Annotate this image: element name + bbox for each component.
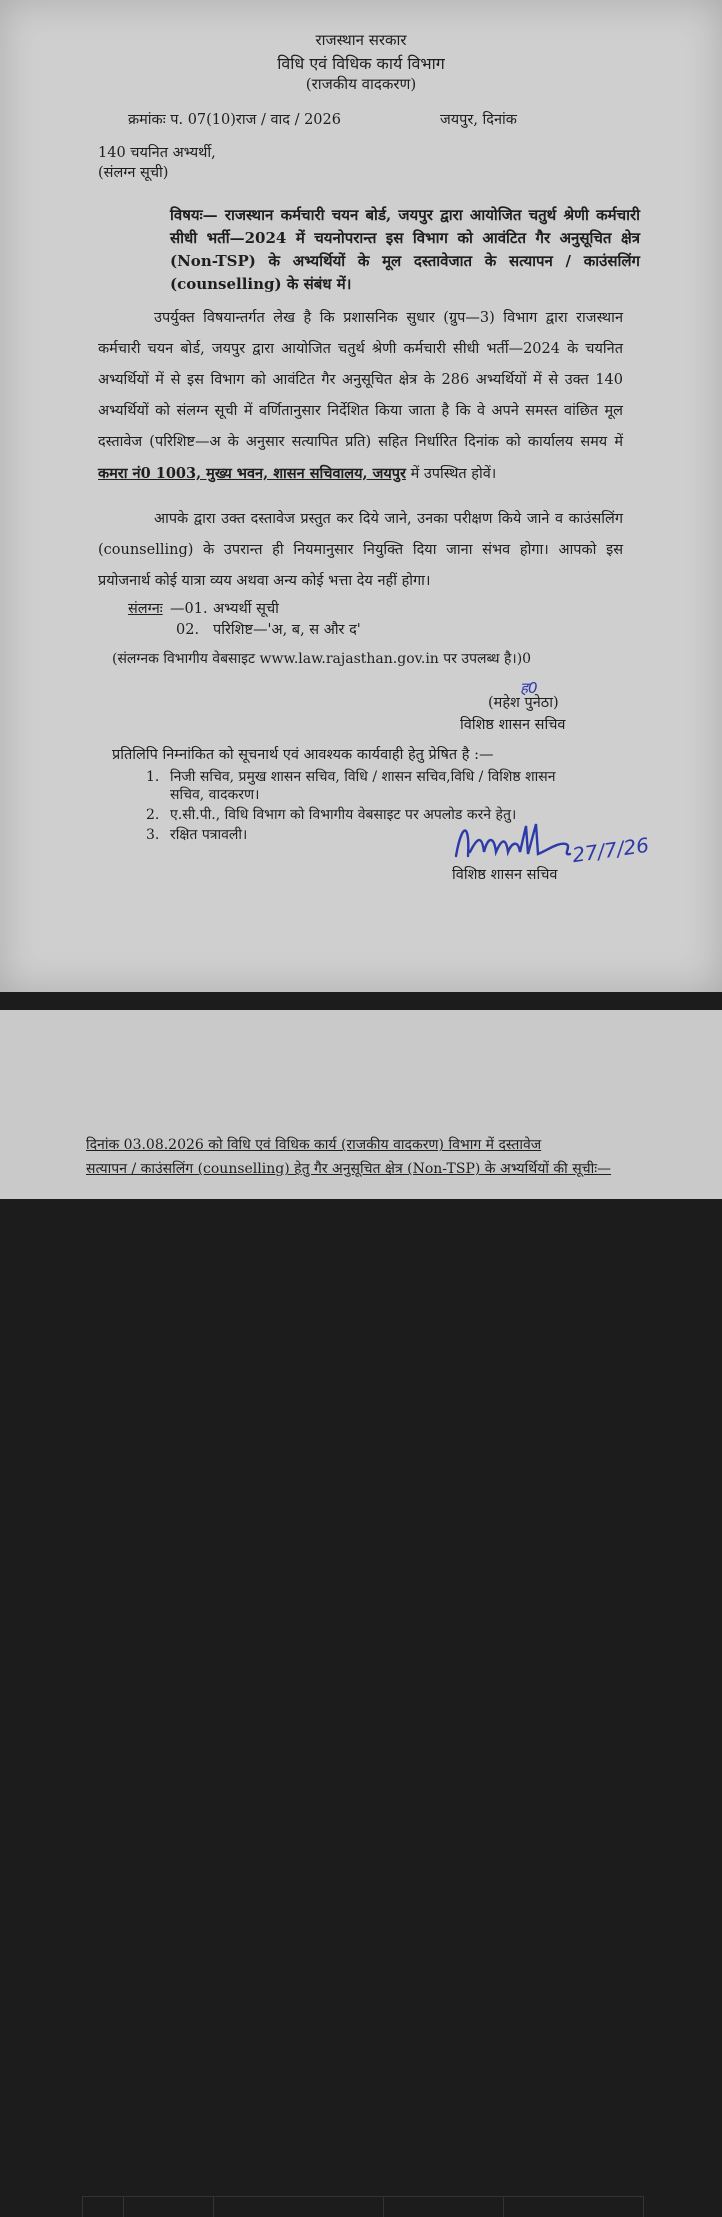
header-section: (राजकीय वादकरण) xyxy=(305,75,417,93)
copy-to-intro: प्रतिलिपि निम्नांकित को सूचनार्थ एवं आवश्यक कार्यवाही हेतु प्रेषित है :— xyxy=(112,747,494,763)
enclosure-item1: अभ्यर्थी सूची xyxy=(213,601,279,617)
para1-text: उपर्युक्त विषयान्तर्गत लेख है कि प्रशासनिक सुधार (ग्रुप—3) विभाग द्वारा राजस्थान कर्मचारी चयन बोर्ड, जयपुर द्वारा आयोजित चतुर्थ श्रेणी कर्मचारी सीधी भर्ती—2024 के चयनित अभ्यर्थियों में से इस विभाग को आवंटित गैर अनुसूचित क्षेत्र के 286 अभ्यर्थियों में से उक्त 140 अभ्यर्थियों को संलग्न सूची में वर्णितानुसार निर्देशित किया जाता है कि वे अपने समस्त वांछित मूल दस्तावेज (परिशिष्ट—अ के अनुसार सत्यापित प्रति) सहित निर्धारित दिनांक को कार्यालय समय में xyxy=(98,310,623,450)
copy-item-1-cont: सचिव, वादकरण। xyxy=(170,787,260,803)
subject: विषयः— राजस्थान कर्मचारी चयन बोर्ड, जयपुर द्वारा आयोजित चतुर्थ श्रेणी कर्मचारी सीधी भर्ती—2024 में चयनोपरान्त इस विभाग को आवंटित गैर अनुसूचित क्षेत्र (Non-TSP) के अभ्यर्थियों के मूल दस्तावेजात के सत्यापन / काउंसलिंग (counselling) के संबंध में। xyxy=(170,206,640,293)
signature-initials: ह0 xyxy=(520,679,538,697)
letter-page-2 xyxy=(0,1010,722,1199)
copy-item-3-num: 3. xyxy=(146,827,160,843)
enclosure-item2: परिशिष्ट—'अ, ब, स और द' xyxy=(213,622,361,638)
table-col-divider xyxy=(383,2197,384,2217)
list-heading-line1: दिनांक 03.08.2026 को विधि एवं विधिक कार्य (राजकीय वादकरण) विभाग में दस्तावेज xyxy=(86,1137,542,1153)
signatory2-designation: विशिष्ठ शासन सचिव xyxy=(452,867,558,883)
table-col-divider xyxy=(213,2197,214,2217)
candidate-table xyxy=(82,2196,644,2217)
copy-item-2: ए.सी.पी., विधि विभाग को विभागीय वेबसाइट पर अपलोड करने हेतु। xyxy=(170,807,517,823)
place-date: जयपुर, दिनांक xyxy=(440,112,517,128)
body-paragraph-2 xyxy=(98,504,623,597)
list-heading-line2: सत्यापन / काउंसलिंग (counselling) हेतु गैर अनुसूचित क्षेत्र (Non-TSP) के अभ्यर्थियों की सूचीः— xyxy=(86,1161,612,1177)
para1-end: में उपस्थित होवें। xyxy=(410,466,497,482)
venue-text: कमरा नं0 1003, मुख्य भवन, शासन सचिवालय, जयपुर xyxy=(98,465,406,482)
enclosure-label: संलग्नः xyxy=(128,601,163,617)
recipient-line: 140 चयनित अभ्यर्थी, xyxy=(98,145,216,161)
enclosure-item2-num: 02. xyxy=(176,622,200,638)
copy-item-1: निजी सचिव, प्रमुख शासन सचिव, विधि / शासन सचिव,विधि / विशिष्ठ शासन xyxy=(170,769,556,785)
enclosure-item1-num: —01. xyxy=(170,601,208,617)
copy-item-3: रक्षित पत्रावली। xyxy=(170,827,248,843)
enclosure-website-note: (संलग्नक विभागीय वेबसाइट www.law.rajasthan.gov.in पर उपलब्ध है।)0 xyxy=(112,651,532,667)
header-department: विधि एवं विधिक कार्य विभाग xyxy=(277,54,445,73)
signatory-designation: विशिष्ठ शासन सचिव xyxy=(460,717,566,733)
para2-text: आपके द्वारा उक्त दस्तावेज प्रस्तुत कर दिये जाने, उनका परीक्षण किये जाने व काउंसलिंग (counselling) के उपरान्त ही नियमानुसार नियुक्ति दिया जाना संभव होगा। आपको इस प्रयोजनार्थ कोई यात्रा व्यय अथवा अन्य कोई भत्ता देय नहीं होगा। xyxy=(98,511,623,589)
signature-stroke xyxy=(456,824,570,856)
header-government: राजस्थान सरकार xyxy=(315,31,407,49)
table-col-divider xyxy=(123,2197,124,2217)
body-paragraph-1 xyxy=(98,303,623,490)
copy-item-1-num: 1. xyxy=(146,769,160,785)
signatory-name: (महेश पुनेठा) xyxy=(488,695,559,711)
copy-item-2-num: 2. xyxy=(146,807,160,823)
table-col-divider xyxy=(503,2197,504,2217)
recipient-note: (संलग्न सूची) xyxy=(98,165,169,181)
letter-page-1 xyxy=(0,0,722,992)
reference-number: क्रमांकः प. 07(10)राज / वाद / 2026 xyxy=(128,112,341,128)
signature-date: 27/7/26 xyxy=(570,832,651,868)
